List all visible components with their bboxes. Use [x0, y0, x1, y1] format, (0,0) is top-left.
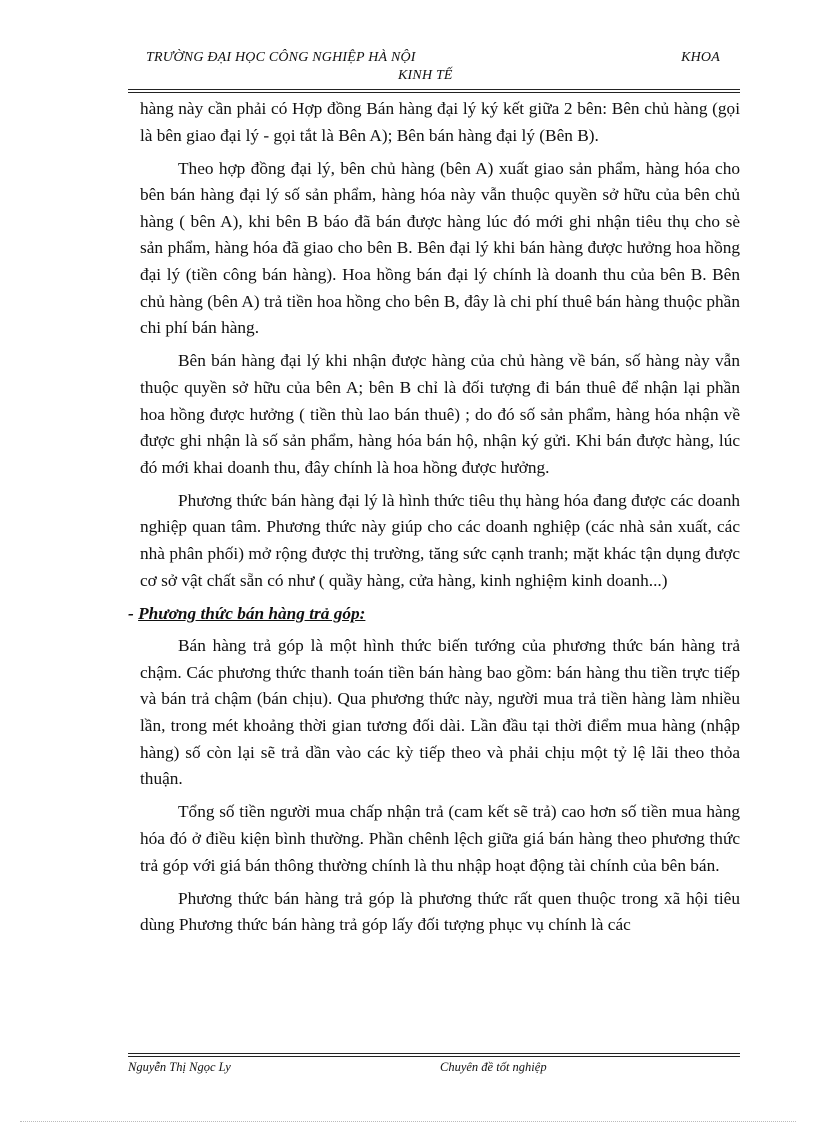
paragraph: Bán hàng trả góp là một hình thức biến tướng của phương thức bán hàng trả chậm. Các phương thức thanh toán tiền bán hàng bao gồm: bán hàng thu tiền trực tiếp và bán trả chậm (bán chịu). Qua phương thức này, người mua trả tiền hàng làm nhiều lần, trong mét khoảng thời gian tương đối dài. Lần đầu tại thời điểm mua hàng (nhập hàng) số còn lại sẽ trả dần vào các kỳ tiếp theo và phải chịu một tỷ lệ lãi theo thỏa thuận. — [140, 636, 740, 789]
school-name: TRƯỜNG ĐẠI HỌC CÔNG NGHIỆP HÀ NỘI — [146, 50, 416, 65]
faculty-label: KHOA — [681, 50, 720, 65]
footer-rule-top — [128, 1053, 740, 1054]
author-name: Nguyễn Thị Ngọc Ly — [128, 1060, 231, 1074]
heading-dash: - — [128, 603, 139, 623]
section-heading — [128, 601, 740, 628]
page-bottom-divider — [20, 1121, 796, 1122]
paragraph: Bên bán hàng đại lý khi nhận được hàng của chủ hàng về bán, số hàng này vẫn thuộc quyền sở hữu của bên A; bên B chỉ là đối tượng đi bán thuê để nhận lại phần hoa hồng được hưởng ( tiền thù lao bán thuê) ; do đó số sản phẩm, hàng hóa nhận về được ghi nhận là số sản phẩm, hàng hóa bán hộ, nhận ký gửi. Khi bán được hàng, lúc đó mới khai doanh thu, đây chính là hoa hồng được hưởng. — [140, 351, 740, 477]
paragraph: Phương thức bán hàng trả góp là phương thức rất quen thuộc trong xã hội tiêu dùng Phương thức bán hàng trả góp lấy đối tượng phục vụ chính là các — [140, 888, 740, 935]
thesis-title: Chuyên đề tốt nghiệp — [440, 1060, 547, 1074]
header-rule-top — [128, 89, 740, 90]
header-rule-bottom — [128, 92, 740, 93]
document-body — [128, 96, 740, 945]
paragraph: Theo hợp đồng đại lý, bên chủ hàng (bên A) xuất giao sản phẩm, hàng hóa cho bên bán hàng đại lý số sản phẩm, hàng hóa này vẫn thuộc quyền sở hữu của bên chủ hàng ( bên A), khi bên B báo đã bán được hàng lúc đó mới ghi nhận tiêu thụ cho sè sản phẩm, hàng hóa đã giao cho bên B. Bên đại lý khi bán hàng được hưởng hoa hồng đại lý (tiền công bán hàng). Hoa hồng bán đại lý chính là doanh thu của bên B. Bên chủ hàng (bên A) trả tiền hoa hồng cho bên B, đây là chi phí thuê bán hàng thuộc phần chi phí bán hàng. — [140, 158, 740, 338]
footer-rule-bottom — [128, 1056, 740, 1057]
paragraph: hàng này cần phải có Hợp đồng Bán hàng đại lý ký kết giữa 2 bên: Bên chủ hàng (gọi là bên giao đại lý - gọi tắt là Bên A); Bên bán hàng đại lý (Bên B). — [140, 99, 740, 145]
heading-title: Phương thức bán hàng trả góp: — [138, 603, 366, 623]
page-header — [128, 48, 740, 88]
paragraph: Tổng số tiền người mua chấp nhận trả (cam kết sẽ trả) cao hơn số tiền mua hàng hóa đó ở điều kiện bình thường. Phần chênh lệch giữa giá bán hàng theo phương thức trả góp với giá bán thông thường chính là thu nhập hoạt động tài chính của bên bán. — [140, 802, 740, 875]
paragraph: Phương thức bán hàng đại lý là hình thức tiêu thụ hàng hóa đang được các doanh nghiệp quan tâm. Phương thức này giúp cho các doanh nghiệp (các nhà sản xuất, các nhà phân phối) mở rộng được thị trường, tăng sức cạnh tranh; mặt khác tận dụng được cơ sở vật chất sẵn có như ( quầy hàng, cửa hàng, kinh nghiệm kinh doanh...) — [140, 490, 740, 590]
faculty-name: KINH TẾ — [398, 68, 453, 83]
